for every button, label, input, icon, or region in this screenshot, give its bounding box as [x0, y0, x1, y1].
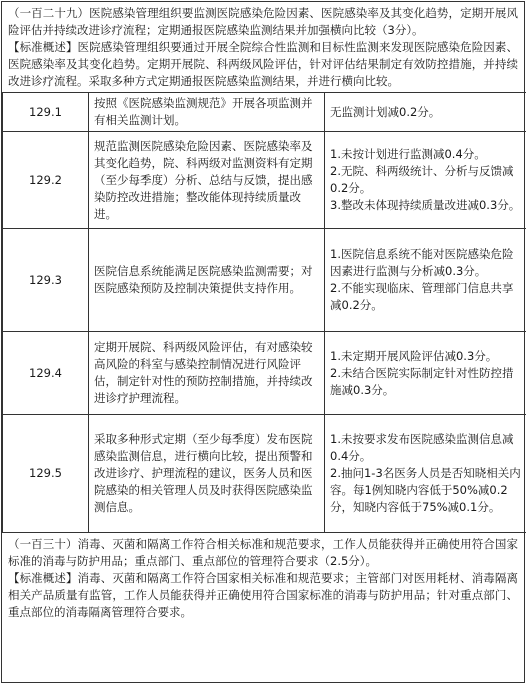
criterion-deductions: [325, 229, 526, 332]
standards-document: [1, 1, 525, 683]
deduction-rule: 1.未按计划进行监测减0.4分。: [330, 146, 521, 163]
criterion-requirement: 医院信息系统能满足医院感染监测需要；对医院感染预防及控制决策提供支持作用。: [89, 229, 325, 332]
deduction-rule: 3.整改未体现持续质量改进减0.3分。: [330, 197, 521, 214]
section-129-header: [2, 2, 524, 92]
criterion-deductions: [325, 332, 526, 415]
criterion-requirement: 按照《医院感染监测规范》开展各项监测并有相关监测计划。: [89, 93, 325, 132]
criterion-number: 129.2: [3, 132, 89, 229]
deduction-rule: 1.未定期开展风险评估减0.3分。: [330, 348, 521, 365]
section-130-overview: 【标准概述】消毒、灭菌和隔离工作符合国家相关标准和规范要求；主管部门对医用耗材、消毒隔离相关产品质量有监管，工作人员能获得并正确使用符合国家标准的消毒与防护用品；针对重点部门、重点部位的消毒隔离管理符合要求。: [8, 570, 518, 621]
criterion-number: 129.3: [3, 229, 89, 332]
deduction-rule: 1.医院信息系统不能对医院感染危险因素进行监测与分析减0.3分。: [330, 246, 521, 280]
table-row: [3, 132, 526, 229]
deduction-rule: 2.不能实现临床、管理部门信息共享减0.2分。: [330, 280, 521, 314]
criterion-requirement: 规范监测医院感染危险因素、医院感染率及其变化趋势，院、科两级对监测资料有定期（至少每季度）分析、总结与反馈，提出感染防控改进措施；整改能体现持续质量改进。: [89, 132, 325, 229]
deduction-rule: 2.抽问1-3名医务人员是否知晓相关内容。每1例知晓内容低于50%减0.2分，知晓内容低于75%减0.1分。: [330, 465, 521, 516]
deduction-rule: 1.未按要求发布医院感染监测信息减0.4分。: [330, 431, 521, 465]
table-row: [3, 332, 526, 415]
section-130-header: [2, 533, 524, 623]
criterion-number: 129.5: [3, 415, 89, 533]
criterion-deductions: [325, 93, 526, 132]
section-129-overview: 【标准概述】医院感染管理组织要通过开展全院综合性监测和目标性监测来发现医院感染危险因素、医院感染率及其变化趋势。定期开展院、科两级风险评估，针对评估结果制定有效防控措施，并持续改进诊疗流程。采取多种方式定期通报医院感染监测结果，并进行横向比较。: [8, 39, 518, 90]
section-130-title: （一百三十）消毒、灭菌和隔离工作符合相关标准和规范要求，工作人员能获得并正确使用符合国家标准的消毒与防护用品；重点部门、重点部位的管理符合要求（2.5分）。: [8, 536, 518, 570]
criterion-deductions: [325, 415, 526, 533]
table-row: [3, 93, 526, 132]
criterion-deductions: [325, 132, 526, 229]
deduction-rule: 2.未结合医院实际制定针对性防控措施减0.3分。: [330, 365, 521, 399]
section-129-title: （一百二十九）医院感染管理组织要监测医院感染危险因素、医院感染率及其变化趋势，定期开展风险评估并持续改进诊疗流程；定期通报医院感染监测结果并加强横向比较（3分）。: [8, 5, 518, 39]
criteria-table: [2, 92, 526, 533]
criterion-number: 129.1: [3, 93, 89, 132]
criterion-requirement: 定期开展院、科两级风险评估，有对感染较高风险的科室与感染控制情况进行风险评估，制定针对性的预防控制措施，并持续改进诊疗护理流程。: [89, 332, 325, 415]
criterion-requirement: 采取多种形式定期（至少每季度）发布医院感染监测信息，进行横向比较，提出预警和改进诊疗、护理流程的建议，医务人员和医院感染的相关管理人员及时获得医院感染监测信息。: [89, 415, 325, 533]
table-row: [3, 415, 526, 533]
criterion-number: 129.4: [3, 332, 89, 415]
table-row: [3, 229, 526, 332]
deduction-rule: 2.无院、科两级统计、分析与反馈减0.2分。: [330, 163, 521, 197]
deduction-rule: 无监测计划减0.2分。: [330, 104, 521, 121]
